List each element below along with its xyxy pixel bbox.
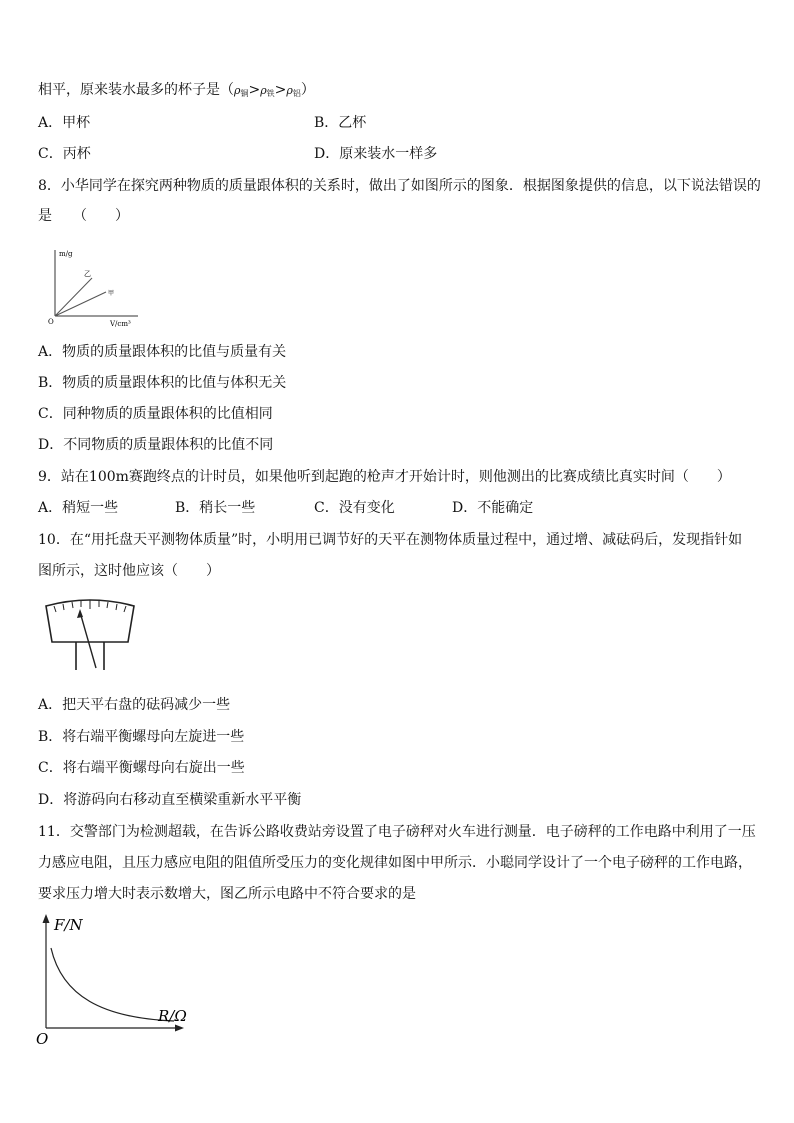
q8-option-b: B．物质的质量跟体积的比值与体积无关 [38, 375, 287, 391]
q10-option-d: D．将游码向右移动直至横梁重新水平平衡 [38, 792, 302, 808]
q10-pointer [80, 612, 96, 668]
q11-origin-label: O [36, 1030, 49, 1048]
q11-stem-line3: 要求压力增大时表示数增大，图乙所示电路中不符合要求的是 [38, 886, 416, 902]
q7-option-b: B．乙杯 [314, 115, 367, 131]
q8-stem-line1: 8．小华同学在探究两种物质的质量跟体积的关系时，做出了如图所示的图象．根据图象提供的信息，以下说法错误的 [38, 178, 761, 194]
q8-mass-volume-graph [44, 244, 144, 332]
q9-option-d: D．不能确定 [452, 500, 534, 516]
q10-stem-line2: 图所示，这时他应该（ ） [38, 563, 220, 579]
q11-force-resistance-graph [32, 910, 202, 1050]
q9-stem: 9．站在100m赛跑终点的计时员，如果他听到起跑的枪声才开始计时，则他测出的比赛成绩比真实时间（ ） [38, 469, 731, 485]
q10-option-a: A．把天平右盘的砝码减少一些 [38, 697, 231, 713]
q9-option-c: C．没有变化 [314, 500, 395, 516]
q10-option-b: B．将右端平衡螺母向左旋进一些 [38, 729, 245, 745]
q8-line-jia [55, 292, 106, 316]
q7-stem: 相平，原来装水最多的杯子是$(\rho_铜>\rho_铁>\rho_铝)$ [38, 82, 315, 98]
q11-stem-line1: 11．交警部门为检测超载，在告诉公路收费站旁设置了电子磅秤对火车进行测量．电子磅秤的工作电路中利用了一压 [38, 824, 756, 840]
q9-option-a: A．稍短一些 [38, 500, 119, 516]
q8-y-axis-label: m/g [59, 250, 73, 258]
q8-line-yi [55, 278, 92, 316]
q9-option-b: B．稍长一些 [175, 500, 256, 516]
q7-option-a: A．甲杯 [38, 115, 91, 131]
q8-option-c: C．同种物质的质量跟体积的比值相同 [38, 406, 273, 422]
q8-option-d: D．不同物质的质量跟体积的比值不同 [38, 437, 274, 453]
q7-option-c: C．丙杯 [38, 146, 91, 162]
q10-pointer-tip [77, 609, 83, 618]
q10-balance-pointer-figure [40, 594, 140, 674]
q11-y-axis-label: F/N [54, 916, 83, 934]
q11-x-axis-arrow [175, 1025, 184, 1032]
q8-option-a: A．物质的质量跟体积的比值与质量有关 [38, 344, 287, 360]
q11-x-axis-label: R/Ω [158, 1007, 187, 1025]
q10-stem-line1: 10．在“用托盘天平测物体质量”时，小明用已调节好的天平在测物体质量过程中，通过增、减砝码后，发现指针如 [38, 532, 743, 548]
q8-origin-label: O [48, 318, 54, 326]
q8-stem-line2: 是 （ ） [38, 208, 129, 224]
q7-option-d: D．原来装水一样多 [314, 146, 438, 162]
q11-stem-line2: 力感应电阻，且压力感应电阻的阻值所受压力的变化规律如图中甲所示．小聪同学设计了一个电子磅秤的工作电路， [38, 855, 752, 871]
q8-line-yi-label: 乙 [84, 270, 91, 278]
q11-y-axis-arrow [43, 914, 50, 923]
q10-option-c: C．将右端平衡螺母向右旋出一些 [38, 760, 245, 776]
q8-line-jia-label: 甲 [108, 290, 115, 297]
q11-curve [51, 948, 174, 1021]
q8-x-axis-label: V/cm³ [110, 320, 131, 328]
